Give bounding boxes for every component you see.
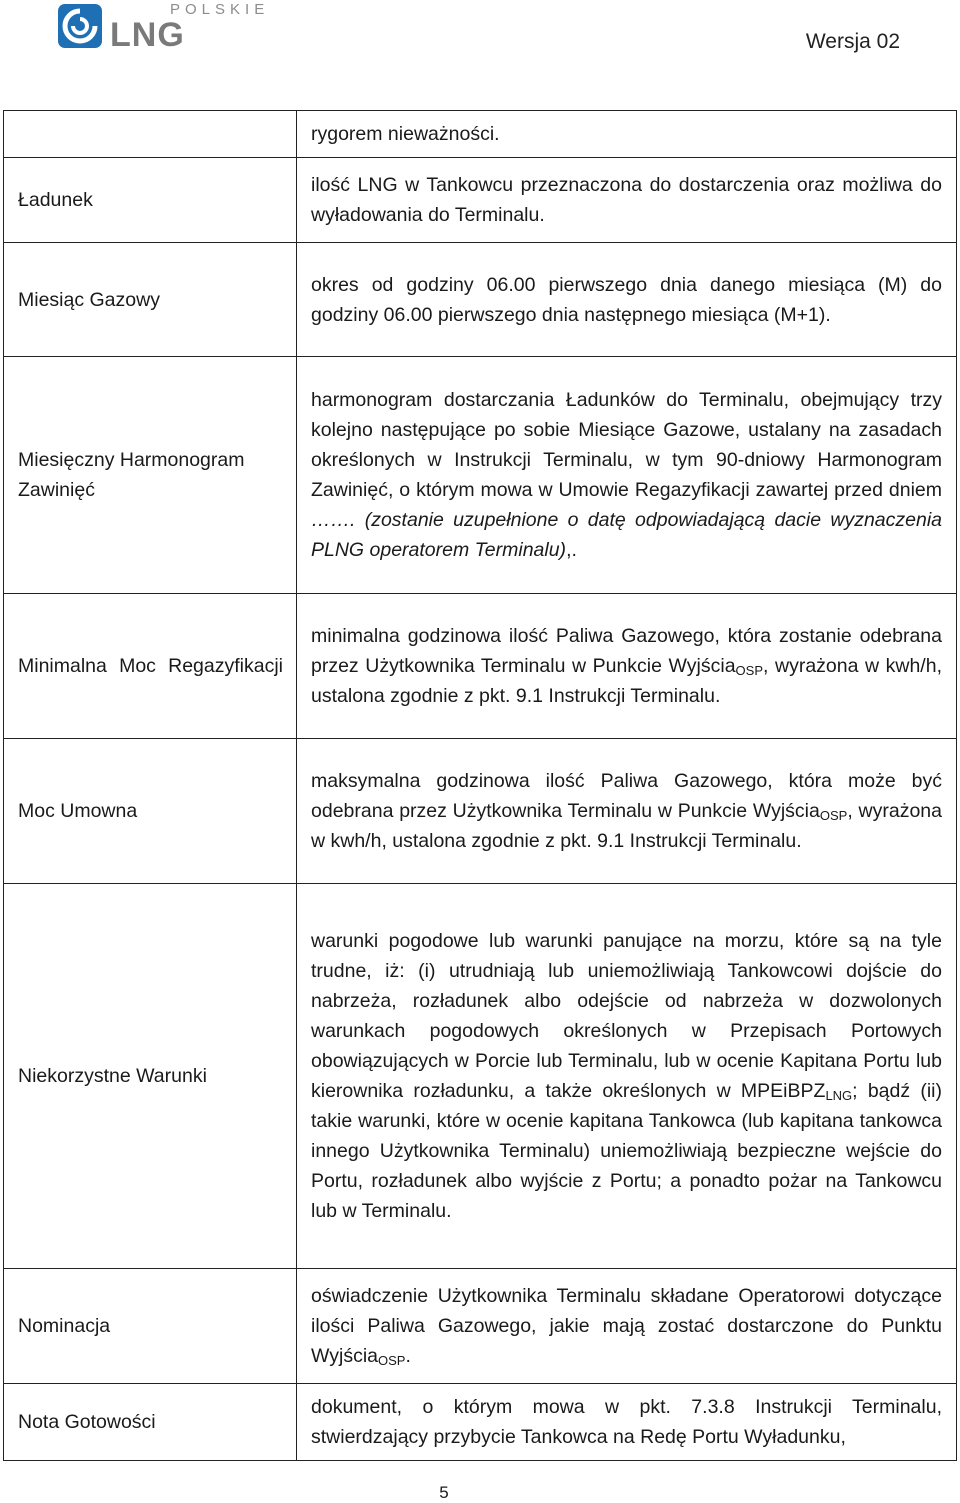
term-cell: Minimalna Moc Regazyfikacji bbox=[4, 594, 297, 739]
document-version: Wersja 02 bbox=[805, 30, 900, 53]
definition-text: harmonogram dostarczania Ładunków do Terminalu, obejmujący trzy kolejno następujące po sobie Miesiące Gazowe, ustalany na zasadach określonych w Instrukcji Terminalu, w tym 90-dniowy Harmonogram Zawinięć, o którym mowa w Umowie Regazyfikacji zawartej przed dniem bbox=[311, 389, 942, 501]
definition-cell: ilość LNG w Tankowcu przeznaczona do dostarczenia oraz możliwa do wyładowania do Terminalu. bbox=[297, 158, 957, 243]
term-cell: Moc Umowna bbox=[4, 739, 297, 884]
definition-text-end: , wyrażona w kwh/h, ustalona zgodnie z pkt. 9.1 Instrukcji Terminalu. bbox=[311, 800, 942, 852]
definition-cell bbox=[297, 357, 957, 594]
definition-text-end: ; bądź (ii) takie warunki, które w ocenie kapitana Tankowca (lub kapitana tankowca innego Użytkownika Terminalu) uniemożliwiają bezpieczne wejście do Portu, rozładunek albo wyjście z Portu; a ponadto pożar na Tankowcu lub w Terminalu. bbox=[311, 1080, 942, 1222]
table-row bbox=[4, 158, 957, 243]
definition-text: oświadczenie Użytkownika Terminalu składane Operatorowi dotyczące ilości Paliwa Gazowego, jakie mają zostać dostarczone do Punktu Wyjścia bbox=[311, 1285, 942, 1367]
term-cell bbox=[4, 111, 297, 158]
definition-cell: okres od godziny 06.00 pierwszego dnia danego miesiąca (M) do godziny 06.00 pierwszego dnia następnego miesiąca (M+1). bbox=[297, 243, 957, 357]
definition-cell: rygorem nieważności. bbox=[297, 111, 957, 158]
term-cell: Nota Gotowości bbox=[4, 1384, 297, 1461]
definition-subscript: OSP bbox=[378, 1353, 406, 1368]
table-row bbox=[4, 243, 957, 357]
definition-cell bbox=[297, 1269, 957, 1384]
table-row bbox=[4, 111, 957, 158]
logo-mark-icon bbox=[58, 4, 102, 48]
table-row bbox=[4, 884, 957, 1269]
term-cell: Miesięczny Harmonogram Zawinięć bbox=[4, 357, 297, 594]
definition-subscript: OSP bbox=[735, 663, 764, 678]
definition-text: minimalna godzinowa ilość Paliwa Gazowego, która zostanie odebrana przez Użytkownika Terminalu w Punkcie Wyjścia bbox=[311, 625, 942, 677]
term-cell: Nominacja bbox=[4, 1269, 297, 1384]
table-row bbox=[4, 739, 957, 884]
definition-subscript: OSP bbox=[819, 808, 848, 823]
page-number: 5 bbox=[439, 1483, 449, 1502]
definition-text-end: , wyrażona w kwh/h, ustalona zgodnie z pkt. 9.1 Instrukcji Terminalu. bbox=[311, 655, 942, 707]
term-cell: Ładunek bbox=[4, 158, 297, 243]
polskie-lng-logo bbox=[58, 1, 270, 54]
definition-cell bbox=[297, 739, 957, 884]
table-row bbox=[4, 357, 957, 594]
definition-cell bbox=[297, 594, 957, 739]
definition-cell: dokument, o którym mowa w pkt. 7.3.8 Instrukcji Terminalu, stwierdzający przybycie Tankowca na Redę Portu Wyładunku, bbox=[297, 1384, 957, 1461]
table-row bbox=[4, 1269, 957, 1384]
definition-text-end: . bbox=[405, 1345, 411, 1367]
definition-subscript: LNG bbox=[825, 1088, 853, 1103]
logo-brand-main: LNG bbox=[110, 16, 185, 54]
definition-italic-note: ……. (zostanie uzupełnione o datę odpowiadającą dacie wyznaczenia PLNG operatorem Terminalu) bbox=[311, 509, 942, 561]
definition-text: warunki pogodowe lub warunki panujące na morzu, które są na tyle trudne, iż: (i) utrudniają lub uniemożliwiają Tankowcowi dojście do nabrzeża, rozładunek albo odejście od nabrzeża w dozwolonych warunkach pogodowych określonych w Przepisach Portowych obowiązujących w Porcie lub Terminalu, lub w ocenie Kapitana Portu lub kierownika rozładunku, a także określonych w MPEiBPZ bbox=[311, 930, 942, 1102]
logo-brand-top: POLSKIE bbox=[170, 1, 270, 18]
term-cell: Niekorzystne Warunki bbox=[4, 884, 297, 1269]
definition-cell bbox=[297, 884, 957, 1269]
definition-text: maksymalna godzinowa ilość Paliwa Gazowego, która może być odebrana przez Użytkownika Terminalu w Punkcie Wyjścia bbox=[311, 770, 942, 822]
definition-text-end: ,. bbox=[566, 539, 577, 561]
definitions-table bbox=[3, 110, 957, 1461]
term-cell: Miesiąc Gazowy bbox=[4, 243, 297, 357]
table-row bbox=[4, 594, 957, 739]
table-row bbox=[4, 1384, 957, 1461]
